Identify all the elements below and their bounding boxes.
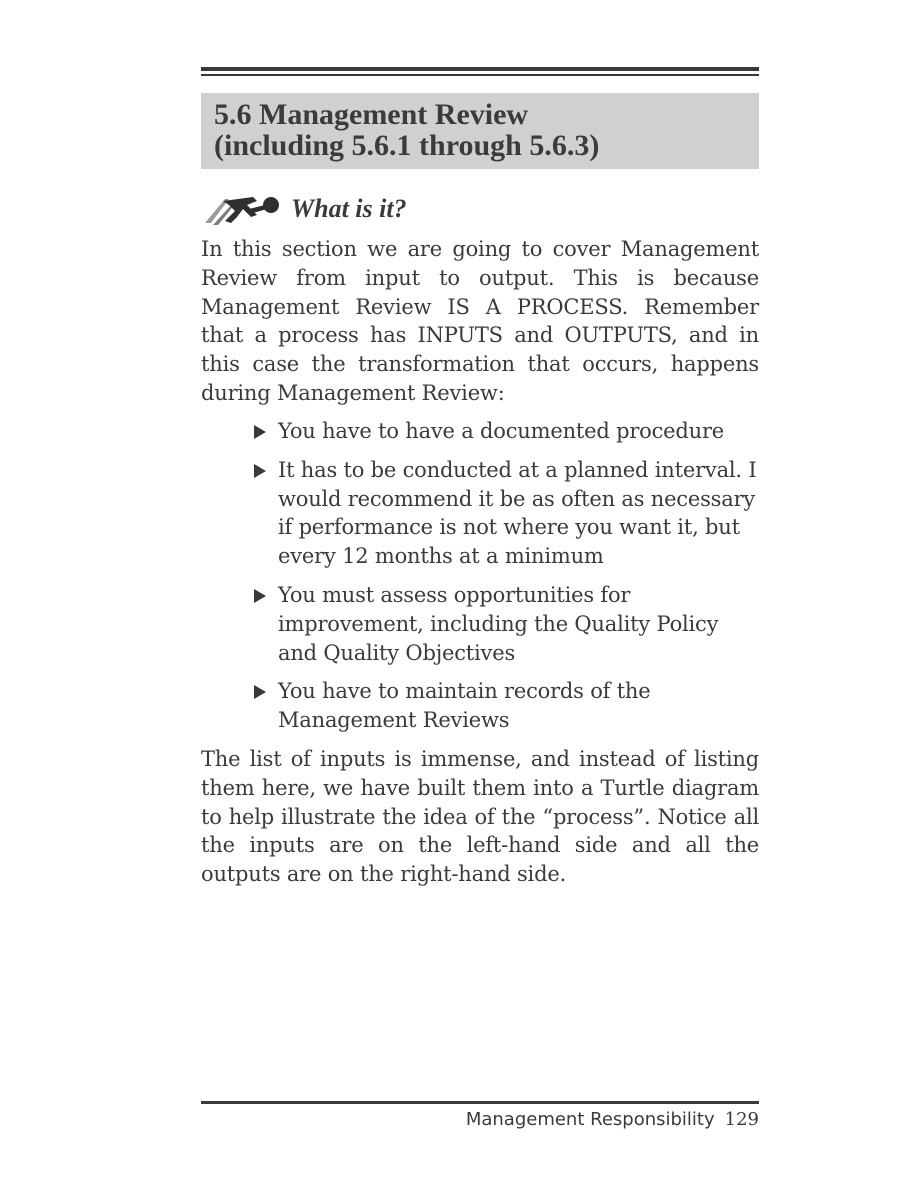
intro-paragraph: In this section we are going to cover Management Review from input to output. This is because Management Review IS A PROCESS. Remember that a process has INPUTS and OUTPUTS, and in this case the transformation that occurs, happens during Management Review: <box>201 237 759 405</box>
list-item-text: You must assess opportunities for improvement, including the Quality Policy and Quality Objectives <box>278 582 719 665</box>
runner-icon <box>203 193 283 229</box>
list-item-text: It has to be conducted at a planned interval. I would recommend it be as often as necessary if performance is not where you want it, but every 12 months at a minimum <box>278 457 757 569</box>
triangle-bullet-icon <box>254 464 266 478</box>
list-item <box>254 417 759 446</box>
closing-paragraph: The list of inputs is immense, and instead of listing them here, we have built them into a Turtle diagram to help illustrate the idea of the “process”. Notice all the inputs are on the left-hand side and all the outputs are on the right-hand side. <box>201 747 759 887</box>
top-rule-thin <box>201 74 759 76</box>
top-rule <box>201 67 759 71</box>
section-title-band <box>201 93 759 169</box>
requirements-list <box>254 417 759 745</box>
list-item-text: You have to maintain records of the Management Reviews <box>278 679 651 733</box>
triangle-bullet-icon <box>254 589 266 603</box>
page-number: 129 <box>724 1109 759 1130</box>
footer-rule <box>201 1101 759 1104</box>
section-title-line-2: (including 5.6.1 through 5.6.3) <box>214 129 600 162</box>
what-is-it-header <box>201 191 759 229</box>
triangle-bullet-icon <box>254 425 266 439</box>
list-item <box>254 581 759 667</box>
list-item <box>254 456 759 571</box>
list-item-text: You have to have a documented procedure <box>278 419 725 443</box>
book-page <box>201 0 759 1188</box>
section-title-line-1: 5.6 Management Review <box>214 98 529 131</box>
page-footer <box>466 1108 759 1132</box>
footer-chapter-title: Management Responsibility <box>465 1109 715 1130</box>
triangle-bullet-icon <box>254 685 266 699</box>
list-item <box>254 677 759 735</box>
what-is-it-heading: What is it? <box>291 194 407 223</box>
